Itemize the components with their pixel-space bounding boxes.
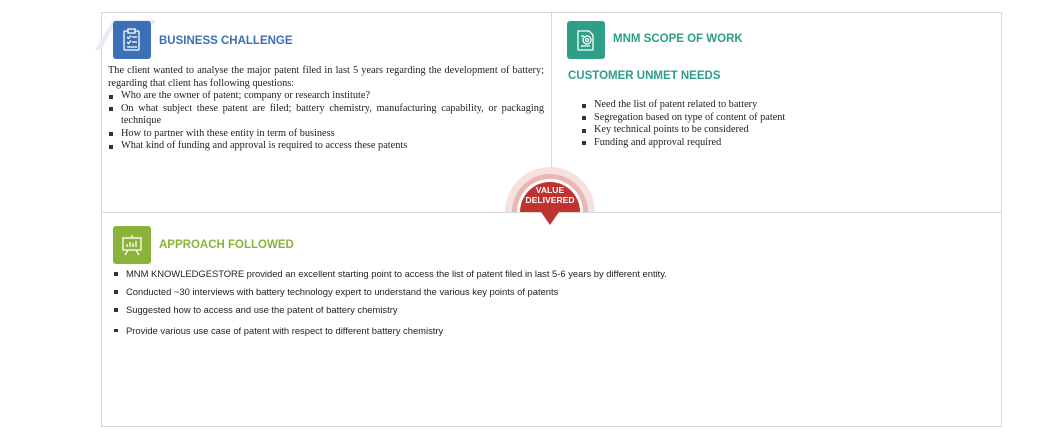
challenge-item: On what subject these patent are filed; battery chemistry, manufacturing capability, or packaging technique xyxy=(108,103,544,128)
scope-item: Need the list of patent related to battery xyxy=(581,99,791,112)
challenge-item: What kind of funding and approval is required to access these patents xyxy=(108,140,544,153)
approach-item: MNM KNOWLEDGESTORE provided an excellent starting point to access the list of patent filed in last 5-6 years by different entity. xyxy=(112,268,812,281)
business-challenge-body xyxy=(108,65,544,153)
document-gear-icon xyxy=(567,21,605,59)
approach-item: Conducted ~30 interviews with battery technology expert to understand the various key points of patents xyxy=(112,286,812,299)
scope-item: Key technical points to be considered xyxy=(581,124,791,137)
approach-item: Provide various use case of patent with respect to different battery chemistry xyxy=(112,325,812,338)
business-challenge-title: BUSINESS CHALLENGE xyxy=(159,35,293,47)
business-challenge-intro: The client wanted to analyse the major patent filed in last 5 years regarding the development of battery; regarding that client has following questions: xyxy=(108,65,544,89)
scope-item: Segregation based on type of content of patent xyxy=(581,112,791,125)
approach-followed-title: APPROACH FOLLOWED xyxy=(159,239,294,251)
approach-item: Suggested how to access and use the patent of battery chemistry xyxy=(112,304,812,317)
checklist-clipboard-icon xyxy=(113,21,151,59)
presentation-board-icon xyxy=(113,226,151,264)
challenge-item: Who are the owner of patent; company or research institute? xyxy=(108,90,544,103)
scope-item: Funding and approval required xyxy=(581,137,791,150)
challenge-item: How to partner with these entity in term of business xyxy=(108,128,544,141)
scope-of-work-title: MNM SCOPE OF WORK xyxy=(613,33,743,45)
approach-list xyxy=(112,268,812,343)
customer-unmet-needs-subtitle: CUSTOMER UNMET NEEDS xyxy=(568,70,721,82)
scope-of-work-list xyxy=(581,99,791,149)
value-delivered-label: VALUE DELIVERED xyxy=(525,185,575,205)
